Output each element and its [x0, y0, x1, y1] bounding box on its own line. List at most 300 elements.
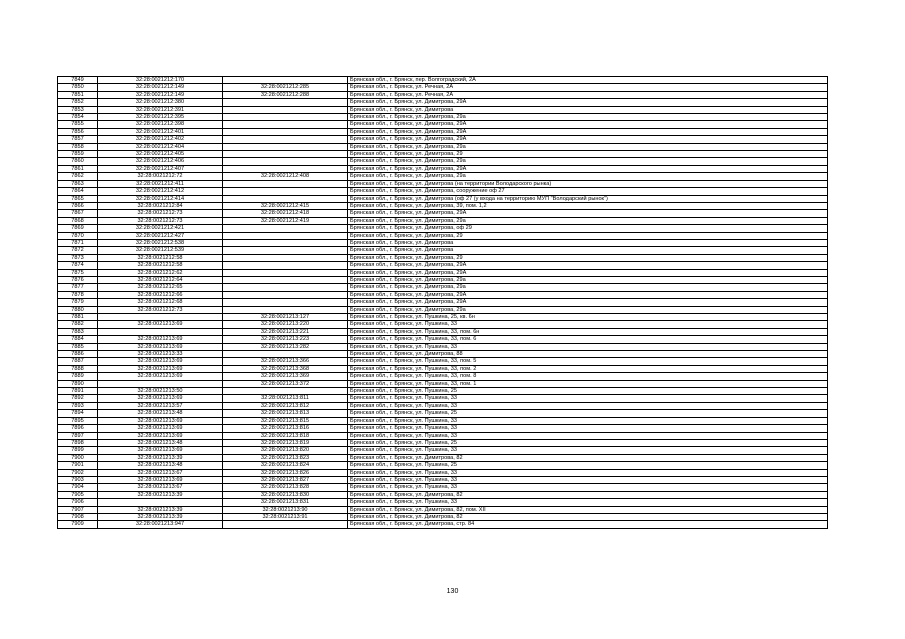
- cadastral-number-land-cell: 32:28:0021212:421: [98, 225, 223, 232]
- row-number-cell: 7874: [58, 262, 98, 269]
- table-row: [58, 410, 828, 417]
- cadastral-number-land-cell: 32:28:0021213:39: [98, 454, 223, 461]
- cadastral-number-object-cell: 32:28:0021212:418: [223, 210, 348, 217]
- row-number-cell: 7908: [58, 513, 98, 520]
- table-row: [58, 388, 828, 395]
- table-row: [58, 506, 828, 513]
- address-cell: Брянская обл., г. Брянск, ул. Пушкина, 33: [348, 417, 828, 424]
- row-number-cell: 7879: [58, 299, 98, 306]
- row-number-cell: 7870: [58, 232, 98, 239]
- address-cell: Брянская обл., г. Брянск, пер. Волгоградский, 2А: [348, 77, 828, 84]
- address-cell: Брянская обл., г. Брянск, ул. Димитрова (оф 27 (у входа на территорию МУП "Володарский рынок"): [348, 195, 828, 202]
- row-number-cell: 7875: [58, 269, 98, 276]
- row-number-cell: 7854: [58, 114, 98, 121]
- table-row: [58, 143, 828, 150]
- table-row: [58, 521, 828, 528]
- cadastral-number-object-cell: 32:28:0021213:813: [223, 410, 348, 417]
- row-number-cell: 7906: [58, 499, 98, 506]
- cadastral-number-object-cell: 32:28:0021213:826: [223, 469, 348, 476]
- cadastral-number-object-cell: [223, 239, 348, 246]
- cadastral-number-object-cell: 32:28:0021213:823: [223, 454, 348, 461]
- cadastral-number-land-cell: 32:28:0021212:73: [98, 210, 223, 217]
- cadastral-number-object-cell: 32:28:0021213:818: [223, 432, 348, 439]
- row-number-cell: 7899: [58, 447, 98, 454]
- cadastral-number-object-cell: [223, 521, 348, 528]
- table-row: [58, 254, 828, 261]
- address-cell: Брянская обл., г. Брянск, ул. Пушкина, 33: [348, 469, 828, 476]
- cadastral-number-object-cell: [223, 262, 348, 269]
- cadastral-number-land-cell: 32:28:0021212:380: [98, 99, 223, 106]
- row-number-cell: 7896: [58, 425, 98, 432]
- address-cell: Брянская обл., г. Брянск, ул. Речная, 2А: [348, 84, 828, 91]
- register-table: [57, 76, 828, 529]
- cadastral-number-object-cell: [223, 232, 348, 239]
- cadastral-number-land-cell: 32:28:0021212:398: [98, 121, 223, 128]
- cadastral-number-land-cell: 32:28:0021213:69: [98, 373, 223, 380]
- cadastral-number-object-cell: 32:28:0021212:288: [223, 91, 348, 98]
- cadastral-number-land-cell: 32:28:0021213:33: [98, 351, 223, 358]
- cadastral-number-object-cell: 32:28:0021213:815: [223, 417, 348, 424]
- table-row: [58, 188, 828, 195]
- address-cell: Брянская обл., г. Брянск, ул. Димитрова, 29А: [348, 121, 828, 128]
- cadastral-number-object-cell: 32:28:0021212:285: [223, 84, 348, 91]
- address-cell: Брянская обл., г. Брянск, ул. Димитрова, 29: [348, 232, 828, 239]
- row-number-cell: 7890: [58, 380, 98, 387]
- address-cell: Брянская обл., г. Брянск, ул. Пушкина, 33, пом. 2: [348, 365, 828, 372]
- address-cell: Брянская обл., г. Брянск, ул. Пушкина, 33: [348, 447, 828, 454]
- table-row: [58, 321, 828, 328]
- cadastral-number-object-cell: 32:28:0021213:827: [223, 476, 348, 483]
- cadastral-number-object-cell: [223, 188, 348, 195]
- row-number-cell: 7882: [58, 321, 98, 328]
- cadastral-number-land-cell: 32:28:0021212:66: [98, 291, 223, 298]
- address-cell: Брянская обл., г. Брянск, ул. Димитрова, 39, пом. 1,2: [348, 202, 828, 209]
- address-cell: Брянская обл., г. Брянск, ул. Димитрова, 29А: [348, 262, 828, 269]
- address-cell: Брянская обл., г. Брянск, ул. Димитрова: [348, 106, 828, 113]
- row-number-cell: 7859: [58, 151, 98, 158]
- row-number-cell: 7901: [58, 462, 98, 469]
- page-number: 130: [446, 588, 459, 595]
- table-row: [58, 114, 828, 121]
- row-number-cell: 7861: [58, 165, 98, 172]
- table-row: [58, 499, 828, 506]
- row-number-cell: 7852: [58, 99, 98, 106]
- address-cell: Брянская обл., г. Брянск, ул. Димитрова, 29А: [348, 269, 828, 276]
- address-cell: Брянская обл., г. Брянск, ул. Пушкина, 33: [348, 321, 828, 328]
- cadastral-number-object-cell: [223, 225, 348, 232]
- cadastral-number-land-cell: 32:28:0021213:69: [98, 343, 223, 350]
- row-number-cell: 7869: [58, 225, 98, 232]
- address-cell: Брянская обл., г. Брянск, ул. Димитрова, 29А: [348, 291, 828, 298]
- table-row: [58, 425, 828, 432]
- address-cell: Брянская обл., г. Брянск, ул. Пушкина, 33: [348, 395, 828, 402]
- address-cell: Брянская обл., г. Брянск, ул. Пушкина, 33: [348, 484, 828, 491]
- table-row: [58, 513, 828, 520]
- cadastral-number-object-cell: 32:28:0021213:820: [223, 447, 348, 454]
- cadastral-number-land-cell: 32:28:0021213:69: [98, 321, 223, 328]
- cadastral-number-land-cell: 32:28:0021213:69: [98, 417, 223, 424]
- cadastral-number-land-cell: [98, 499, 223, 506]
- address-cell: Брянская обл., г. Брянск, ул. Димитрова, 29А: [348, 136, 828, 143]
- address-cell: Брянская обл., г. Брянск, ул. Димитрова, 82: [348, 491, 828, 498]
- address-cell: Брянская обл., г. Брянск, ул. Димитрова, 29: [348, 254, 828, 261]
- table-row: [58, 239, 828, 246]
- address-cell: Брянская обл., г. Брянск, ул. Пушкина, 33: [348, 425, 828, 432]
- row-number-cell: 7872: [58, 247, 98, 254]
- row-number-cell: 7887: [58, 358, 98, 365]
- table-row: [58, 328, 828, 335]
- address-cell: Брянская обл., г. Брянск, ул. Димитрова, 82, пом. XII: [348, 506, 828, 513]
- table-row: [58, 476, 828, 483]
- cadastral-number-land-cell: 32:28:0021213:39: [98, 513, 223, 520]
- cadastral-number-object-cell: 32:28:0021212:415: [223, 202, 348, 209]
- cadastral-number-land-cell: 32:28:0021212:149: [98, 84, 223, 91]
- cadastral-number-land-cell: 32:28:0021213:67: [98, 484, 223, 491]
- row-number-cell: 7902: [58, 469, 98, 476]
- cadastral-number-object-cell: 32:28:0021213:220: [223, 321, 348, 328]
- row-number-cell: 7907: [58, 506, 98, 513]
- cadastral-number-object-cell: 32:28:0021213:282: [223, 343, 348, 350]
- cadastral-number-land-cell: 32:28:0021213:67: [98, 469, 223, 476]
- table-row: [58, 417, 828, 424]
- address-cell: Брянская обл., г. Брянск, ул. Димитрова, 82: [348, 454, 828, 461]
- table-row: [58, 121, 828, 128]
- table-row: [58, 380, 828, 387]
- cadastral-number-land-cell: 32:28:0021212:62: [98, 269, 223, 276]
- address-cell: Брянская обл., г. Брянск, ул. Димитрова, 29а: [348, 173, 828, 180]
- cadastral-number-land-cell: 32:28:0021212:538: [98, 239, 223, 246]
- row-number-cell: 7883: [58, 328, 98, 335]
- cadastral-number-object-cell: [223, 254, 348, 261]
- address-cell: Брянская обл., г. Брянск, ул. Димитрова, 29А: [348, 99, 828, 106]
- table-row: [58, 276, 828, 283]
- address-cell: Брянская обл., г. Брянск, ул. Димитрова, стр. 84: [348, 521, 828, 528]
- table-row: [58, 262, 828, 269]
- table-row: [58, 351, 828, 358]
- address-cell: Брянская обл., г. Брянск, ул. Пушкина, 25, кв. 6н: [348, 314, 828, 321]
- address-cell: Брянская обл., г. Брянск, ул. Димитрова, 29: [348, 151, 828, 158]
- row-number-cell: 7857: [58, 136, 98, 143]
- cadastral-number-land-cell: 32:28:0021212:64: [98, 276, 223, 283]
- address-cell: Брянская обл., г. Брянск, ул. Пушкина, 25: [348, 388, 828, 395]
- cadastral-number-object-cell: [223, 269, 348, 276]
- address-cell: Брянская обл., г. Брянск, ул. Димитрова, 29а: [348, 143, 828, 150]
- cadastral-number-object-cell: 32:28:0021213:372: [223, 380, 348, 387]
- table-row: [58, 106, 828, 113]
- cadastral-number-land-cell: 32:28:0021212:414: [98, 195, 223, 202]
- cadastral-number-land-cell: 32:28:0021213:69: [98, 336, 223, 343]
- table-row: [58, 373, 828, 380]
- cadastral-number-land-cell: 32:28:0021213:48: [98, 439, 223, 446]
- cadastral-number-object-cell: 32:28:0021213:816: [223, 425, 348, 432]
- address-cell: Брянская обл., г. Брянск, ул. Димитрова, 29А: [348, 210, 828, 217]
- row-number-cell: 7885: [58, 343, 98, 350]
- cadastral-number-land-cell: 32:28:0021212:149: [98, 91, 223, 98]
- row-number-cell: 7855: [58, 121, 98, 128]
- register-table-body: [58, 77, 828, 529]
- cadastral-number-land-cell: 32:28:0021213:69: [98, 358, 223, 365]
- cadastral-number-object-cell: 32:28:0021213:811: [223, 395, 348, 402]
- cadastral-number-land-cell: 32:28:0021213:69: [98, 365, 223, 372]
- address-cell: Брянская обл., г. Брянск, ул. Димитрова (на территории Володарского рынка): [348, 180, 828, 187]
- cadastral-number-land-cell: 32:28:0021213:69: [98, 432, 223, 439]
- row-number-cell: 7868: [58, 217, 98, 224]
- table-row: [58, 343, 828, 350]
- cadastral-number-land-cell: 32:28:0021212:391: [98, 106, 223, 113]
- row-number-cell: 7886: [58, 351, 98, 358]
- cadastral-number-land-cell: 32:28:0021213:48: [98, 410, 223, 417]
- table-row: [58, 217, 828, 224]
- row-number-cell: 7871: [58, 239, 98, 246]
- cadastral-number-land-cell: 32:28:0021213:69: [98, 476, 223, 483]
- row-number-cell: 7863: [58, 180, 98, 187]
- cadastral-number-object-cell: [223, 291, 348, 298]
- cadastral-number-object-cell: 32:28:0021213:127: [223, 314, 348, 321]
- address-cell: Брянская обл., г. Брянск, ул. Димитрова, оф 29: [348, 225, 828, 232]
- address-cell: Брянская обл., г. Брянск, ул. Димитрова, 29а: [348, 158, 828, 165]
- row-number-cell: 7895: [58, 417, 98, 424]
- cadastral-number-land-cell: 32:28:0021212:412: [98, 188, 223, 195]
- cadastral-number-land-cell: 32:28:0021212:395: [98, 114, 223, 121]
- cadastral-number-land-cell: 32:28:0021212:411: [98, 180, 223, 187]
- table-row: [58, 291, 828, 298]
- table-row: [58, 365, 828, 372]
- address-cell: Брянская обл., г. Брянск, ул. Димитрова, 29а: [348, 276, 828, 283]
- table-row: [58, 232, 828, 239]
- cadastral-number-object-cell: 32:28:0021213:90: [223, 506, 348, 513]
- cadastral-number-object-cell: [223, 128, 348, 135]
- row-number-cell: 7856: [58, 128, 98, 135]
- table-row: [58, 299, 828, 306]
- address-cell: Брянская обл., г. Брянск, ул. Димитрова, 29а: [348, 306, 828, 313]
- table-row: [58, 84, 828, 91]
- cadastral-number-land-cell: 32:28:0021213:39: [98, 506, 223, 513]
- cadastral-number-land-cell: 32:28:0021212:68: [98, 299, 223, 306]
- row-number-cell: 7888: [58, 365, 98, 372]
- table-row: [58, 284, 828, 291]
- cadastral-number-object-cell: [223, 106, 348, 113]
- table-row: [58, 136, 828, 143]
- address-cell: Брянская обл., г. Брянск, ул. Димитрова, 29А: [348, 299, 828, 306]
- table-row: [58, 491, 828, 498]
- cadastral-number-object-cell: 32:28:0021213:812: [223, 402, 348, 409]
- table-row: [58, 306, 828, 313]
- table-row: [58, 484, 828, 491]
- row-number-cell: 7853: [58, 106, 98, 113]
- row-number-cell: 7873: [58, 254, 98, 261]
- row-number-cell: 7889: [58, 373, 98, 380]
- cadastral-number-land-cell: [98, 314, 223, 321]
- table-row: [58, 202, 828, 209]
- cadastral-number-object-cell: 32:28:0021213:366: [223, 358, 348, 365]
- table-row: [58, 210, 828, 217]
- table-row: [58, 462, 828, 469]
- table-row: [58, 454, 828, 461]
- address-cell: Брянская обл., г. Брянск, ул. Пушкина, 33: [348, 432, 828, 439]
- cadastral-number-object-cell: [223, 388, 348, 395]
- cadastral-number-land-cell: 32:28:0021213:48: [98, 462, 223, 469]
- row-number-cell: 7884: [58, 336, 98, 343]
- table-row: [58, 180, 828, 187]
- address-cell: Брянская обл., г. Брянск, ул. Пушкина, 33, пом. 8: [348, 373, 828, 380]
- cadastral-number-land-cell: 32:28:0021212:407: [98, 165, 223, 172]
- row-number-cell: 7850: [58, 84, 98, 91]
- cadastral-number-land-cell: 32:28:0021213:57: [98, 402, 223, 409]
- cadastral-number-object-cell: [223, 77, 348, 84]
- cadastral-number-object-cell: [223, 306, 348, 313]
- cadastral-number-land-cell: 32:28:0021212:65: [98, 284, 223, 291]
- address-cell: Брянская обл., г. Брянск, ул. Пушкина, 33: [348, 476, 828, 483]
- cadastral-number-object-cell: 32:28:0021213:819: [223, 439, 348, 446]
- cadastral-number-object-cell: 32:28:0021213:831: [223, 499, 348, 506]
- address-cell: Брянская обл., г. Брянск, ул. Димитрова: [348, 239, 828, 246]
- cadastral-number-land-cell: [98, 328, 223, 335]
- cadastral-number-object-cell: [223, 158, 348, 165]
- cadastral-number-object-cell: [223, 195, 348, 202]
- table-row: [58, 247, 828, 254]
- cadastral-number-object-cell: [223, 136, 348, 143]
- address-cell: Брянская обл., г. Брянск, ул. Пушкина, 33: [348, 499, 828, 506]
- cadastral-number-land-cell: 32:28:0021212:405: [98, 151, 223, 158]
- cadastral-number-land-cell: 32:28:0021213:69: [98, 395, 223, 402]
- cadastral-number-object-cell: 32:28:0021213:824: [223, 462, 348, 469]
- row-number-cell: 7866: [58, 202, 98, 209]
- address-cell: Брянская обл., г. Брянск, ул. Пушкина, 33, пом. 1: [348, 380, 828, 387]
- cadastral-number-object-cell: [223, 143, 348, 150]
- cadastral-number-land-cell: 32:28:0021212:402: [98, 136, 223, 143]
- row-number-cell: 7898: [58, 439, 98, 446]
- cadastral-number-object-cell: [223, 351, 348, 358]
- table-row: [58, 314, 828, 321]
- cadastral-number-land-cell: 32:28:0021213:947: [98, 521, 223, 528]
- cadastral-number-object-cell: 32:28:0021212:419: [223, 217, 348, 224]
- cadastral-number-land-cell: 32:28:0021212:170: [98, 77, 223, 84]
- address-cell: Брянская обл., г. Брянск, ул. Пушкина, 33: [348, 402, 828, 409]
- row-number-cell: 7878: [58, 291, 98, 298]
- row-number-cell: 7860: [58, 158, 98, 165]
- table-row: [58, 358, 828, 365]
- row-number-cell: 7880: [58, 306, 98, 313]
- address-cell: Брянская обл., г. Брянск, ул. Пушкина, 33: [348, 343, 828, 350]
- table-row: [58, 269, 828, 276]
- cadastral-number-land-cell: 32:28:0021213:69: [98, 447, 223, 454]
- address-cell: Брянская обл., г. Брянск, ул. Димитрова, 29а: [348, 217, 828, 224]
- table-row: [58, 173, 828, 180]
- table-row: [58, 158, 828, 165]
- cadastral-number-land-cell: 32:28:0021213:50: [98, 388, 223, 395]
- row-number-cell: 7904: [58, 484, 98, 491]
- table-row: [58, 128, 828, 135]
- address-cell: Брянская обл., г. Брянск, ул. Пушкина, 33, пом. 6н: [348, 328, 828, 335]
- address-cell: Брянская обл., г. Брянск, ул. Димитрова, сооружение оф 27: [348, 188, 828, 195]
- cadastral-number-land-cell: 32:28:0021212:404: [98, 143, 223, 150]
- row-number-cell: 7909: [58, 521, 98, 528]
- cadastral-number-object-cell: 32:28:0021213:830: [223, 491, 348, 498]
- cadastral-number-object-cell: [223, 151, 348, 158]
- address-cell: Брянская обл., г. Брянск, ул. Димитрова, 29А: [348, 128, 828, 135]
- row-number-cell: 7905: [58, 491, 98, 498]
- table-row: [58, 402, 828, 409]
- row-number-cell: 7892: [58, 395, 98, 402]
- table-row: [58, 447, 828, 454]
- cadastral-number-object-cell: [223, 165, 348, 172]
- address-cell: Брянская обл., г. Брянск, ул. Димитрова: [348, 247, 828, 254]
- address-cell: Брянская обл., г. Брянск, ул. Димитрова, 88: [348, 351, 828, 358]
- address-cell: Брянская обл., г. Брянск, ул. Димитрова, 29а: [348, 114, 828, 121]
- row-number-cell: 7851: [58, 91, 98, 98]
- row-number-cell: 7865: [58, 195, 98, 202]
- row-number-cell: 7862: [58, 173, 98, 180]
- table-row: [58, 195, 828, 202]
- row-number-cell: 7867: [58, 210, 98, 217]
- address-cell: Брянская обл., г. Брянск, ул. Пушкина, 25: [348, 439, 828, 446]
- table-row: [58, 225, 828, 232]
- cadastral-number-land-cell: 32:28:0021212:406: [98, 158, 223, 165]
- address-cell: Брянская обл., г. Брянск, ул. Пушкина, 25: [348, 410, 828, 417]
- address-cell: Брянская обл., г. Брянск, ул. Димитрова, 29А: [348, 165, 828, 172]
- row-number-cell: 7877: [58, 284, 98, 291]
- cadastral-number-land-cell: 32:28:0021212:427: [98, 232, 223, 239]
- cadastral-number-land-cell: 32:28:0021212:401: [98, 128, 223, 135]
- table-row: [58, 165, 828, 172]
- row-number-cell: 7864: [58, 188, 98, 195]
- cadastral-number-land-cell: [98, 380, 223, 387]
- address-cell: Брянская обл., г. Брянск, ул. Димитрова, 29а: [348, 284, 828, 291]
- cadastral-number-object-cell: 32:28:0021213:223: [223, 336, 348, 343]
- table-row: [58, 99, 828, 106]
- table-row: [58, 77, 828, 84]
- row-number-cell: 7894: [58, 410, 98, 417]
- cadastral-number-land-cell: 32:28:0021212:539: [98, 247, 223, 254]
- table-row: [58, 469, 828, 476]
- table-row: [58, 395, 828, 402]
- cadastral-number-object-cell: 32:28:0021213:221: [223, 328, 348, 335]
- table-row: [58, 439, 828, 446]
- cadastral-number-land-cell: 32:28:0021212:72: [98, 173, 223, 180]
- table-row: [58, 432, 828, 439]
- row-number-cell: 7891: [58, 388, 98, 395]
- row-number-cell: 7849: [58, 77, 98, 84]
- cadastral-number-object-cell: 32:28:0021213:368: [223, 365, 348, 372]
- cadastral-number-object-cell: [223, 299, 348, 306]
- row-number-cell: 7900: [58, 454, 98, 461]
- table-row: [58, 336, 828, 343]
- cadastral-number-object-cell: 32:28:0021212:408: [223, 173, 348, 180]
- row-number-cell: 7897: [58, 432, 98, 439]
- address-cell: Брянская обл., г. Брянск, ул. Димитрова, 82: [348, 513, 828, 520]
- row-number-cell: 7893: [58, 402, 98, 409]
- cadastral-number-land-cell: 32:28:0021212:58: [98, 262, 223, 269]
- cadastral-number-object-cell: [223, 247, 348, 254]
- cadastral-number-land-cell: 32:28:0021212:73: [98, 306, 223, 313]
- row-number-cell: 7903: [58, 476, 98, 483]
- cadastral-number-object-cell: 32:28:0021213:828: [223, 484, 348, 491]
- cadastral-number-object-cell: [223, 121, 348, 128]
- address-cell: Брянская обл., г. Брянск, ул. Пушкина, 33, пом. 5: [348, 358, 828, 365]
- row-number-cell: 7858: [58, 143, 98, 150]
- cadastral-number-land-cell: 32:28:0021213:69: [98, 425, 223, 432]
- address-cell: Брянская обл., г. Брянск, ул. Пушкина, 25: [348, 462, 828, 469]
- table-row: [58, 91, 828, 98]
- cadastral-number-object-cell: [223, 180, 348, 187]
- cadastral-number-object-cell: 32:28:0021213:369: [223, 373, 348, 380]
- cadastral-number-object-cell: [223, 114, 348, 121]
- cadastral-number-land-cell: 32:28:0021213:39: [98, 491, 223, 498]
- cadastral-number-object-cell: [223, 99, 348, 106]
- cadastral-number-land-cell: 32:28:0021212:84: [98, 202, 223, 209]
- table-row: [58, 151, 828, 158]
- address-cell: Брянская обл., г. Брянск, ул. Речная, 2А: [348, 91, 828, 98]
